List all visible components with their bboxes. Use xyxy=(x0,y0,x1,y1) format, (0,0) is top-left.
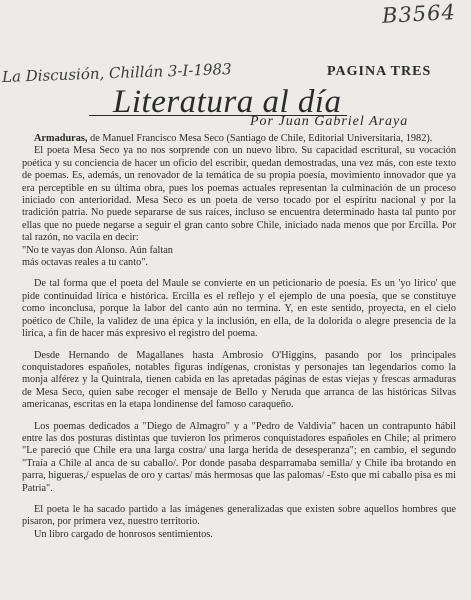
book-details: de Manuel Francisco Mesa Seco (Santiago de Chile, Editorial Universitaria, 1982). xyxy=(87,133,433,144)
clipping-source-annotation: La Discusión, Chillán 3-I-1983 xyxy=(1,59,232,87)
quote-line-1: "No te vayas don Alonso. Aún faltan xyxy=(22,244,173,256)
archive-number-annotation: B3564 xyxy=(381,0,457,28)
paragraph-6: Un libro cargado de honrosos sentimientos. xyxy=(34,528,213,540)
paragraph-5: El poeta le ha sacado partido a las imágenes generalizadas que existen sobre aquellos hombres que pisaron, por primera vez, nuestro territorio. xyxy=(22,503,456,528)
paragraph-1: El poeta Mesa Seco ya no nos sorprende con un nuevo libro. Su capacidad escritural, su vocación poética y su conciencia de hacer un oficio del escribir, quedan demostradas, una vez más, con este texto de poemas. Es, además, un renovador de la temática de su propia poesía, movimiento innovador que ya era perceptible en su última obra, pues los poemas actuales representan la culminación de un proceso iniciado con anterioridad. Mesa Seco es un poeta de verso tocado por el espíritu nacional y por la tradición patria. No puede separarse de sus raíces, incluso se encuentra determinado hasta tal punto por ellas que no puede negarse a seguir el gran canto sobre Chile, iniciado nada menos que por Ercilla. Por tal razón, no vacila en decir: xyxy=(22,145,456,244)
quote-line-2: más octavas reales a tu canto". xyxy=(22,257,148,269)
paragraph-4: Los poemas dedicados a "Diego de Almagro" y a "Pedro de Valdivia" hacen un contrapunto hábil entre las dos posturas distintas que tuvieron los primeros conquistadores españoles en Chile; al primero "Le pareció que Chile era una larga costra/ una larga herida de desesperanza"; en cambio, el segundo "Traía a Chile al anca de su caballo/. Por donde pasaba desparramaba semilla/ y Chile iba brotando en parra, higueras,/ espuelas de oro y cartas/ más hermosas que las palomas/ -Esto que mi caballo pisa es mi Patria". xyxy=(22,420,456,494)
article-byline: Por Juan Gabriel Araya xyxy=(250,114,409,129)
page-label: PAGINA TRES xyxy=(327,64,432,79)
article-body xyxy=(22,133,456,541)
book-title: Armaduras, xyxy=(34,133,88,144)
paragraph-3: Desde Hernando de Magallanes hasta Ambrosio O'Higgins, pasando por los principales conquistadores españoles, notables figuras indígenas, cronistas y personajes tan legendarios como la monja alférez y la Quintrala, tienen cabida en las apretadas páginas de estas viejas y frescas armaduras de Mesa Seco, quien sabe recoger el mensaje de Bello y Neruda que arranca de las históricas Silvas americanas, escritas en la etapa londinense del famoso caraqueño. xyxy=(22,349,456,411)
book-reference xyxy=(22,133,456,145)
paragraph-2: De tal forma que el poeta del Maule se convierte en un peticionario de poesía. Es un 'yo lírico' que pide continuidad lírica e histórica. Ercilla es el reflejo y el ejemplo de una poesía, que se constituye como inconclusa, porque la labor del canto aún no termina. Y, en este sentido, proyecta, en el cielo poético de Chile, la validez de una épica y la inclusión, en ella, de la dolorida o alegre presencia de la lírica, a fin de hacer más expresivo el registro del poema. xyxy=(22,278,456,340)
article-title: Literatura al día xyxy=(113,84,342,120)
